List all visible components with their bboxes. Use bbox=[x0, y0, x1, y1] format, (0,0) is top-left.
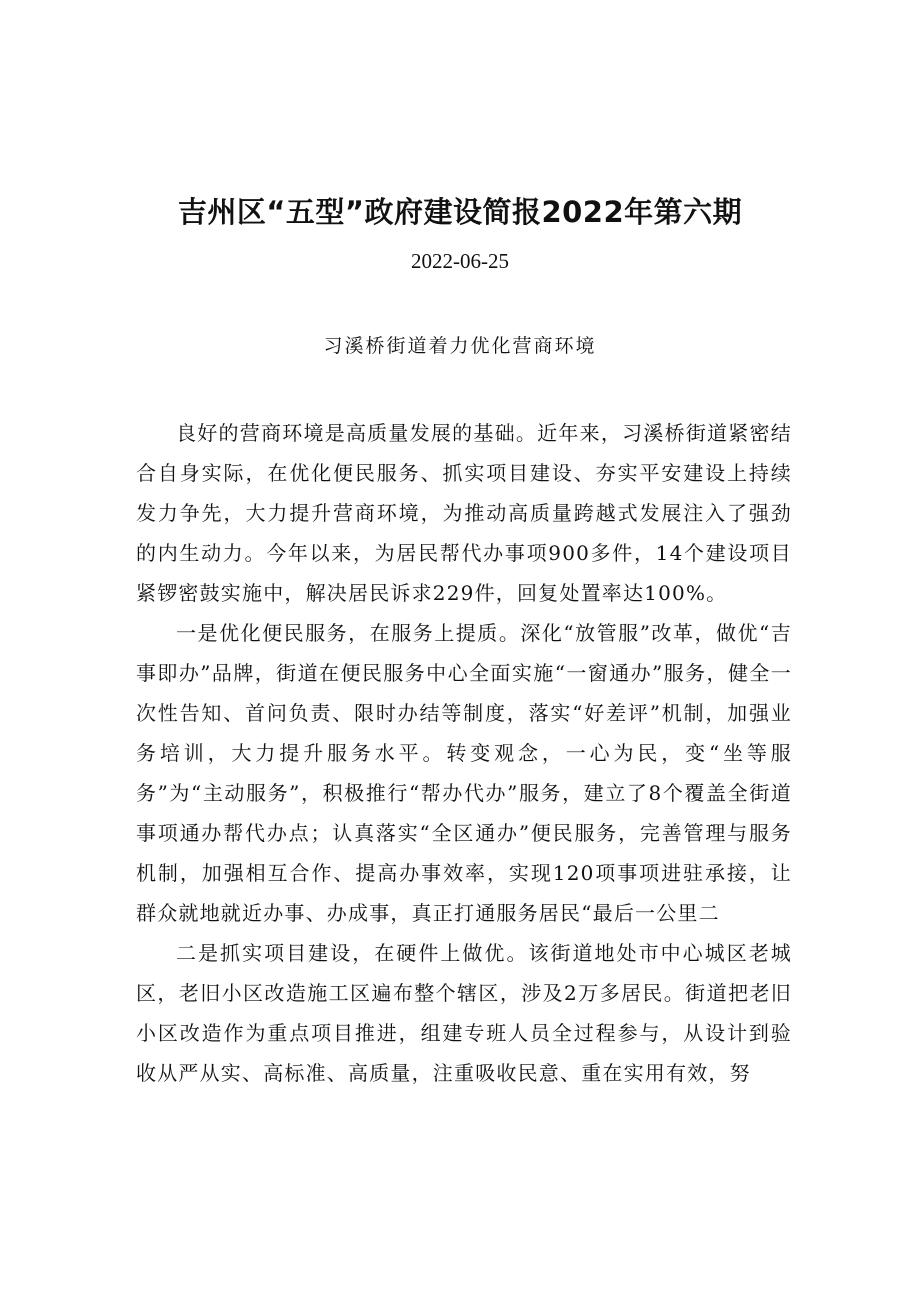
article-heading: 习溪桥街道着力优化营商环境 bbox=[323, 335, 597, 357]
paragraph: 二是抓实项目建设，在硬件上做优。该街道地处市中心城区老城区，老旧小区改造施工区遍布整个辖区，涉及2万多居民。街道把老旧小区改造作为重点项目推进，组建专班人员全过程参与，从设计到验收从严从实、高标准、高质量，注重吸收民意、重在实用有效，努 bbox=[136, 941, 792, 1085]
document-title: 吉州区“五型”政府建设简报2022年第六期 bbox=[177, 195, 743, 229]
paragraph: 一是优化便民服务，在服务上提质。深化“放管服”改革，做优“吉事即办”品牌，街道在便民服务中心全面实施“一窗通办”服务，健全一次性告知、首问负责、限时办结等制度，落实“好差评”机制，加强业务培训，大力提升服务水平。转变观念，一心为民，变“坐等服务”为“主动服务”，积极推行“帮办代办”服务，建立了8个覆盖全街道事项通办帮代办点；认真落实“全区通办”便民服务，完善管理与服务机制，加强相互合作、提高办事效率，实现120项事项进驻承接，让群众就地就近办事、办成事，真正打通服务居民“最后一公里二 bbox=[136, 621, 792, 925]
article-body bbox=[136, 413, 792, 1093]
paragraph: 良好的营商环境是高质量发展的基础。近年来，习溪桥街道紧密结合自身实际，在优化便民服务、抓实项目建设、夯实平安建设上持续发力争先，大力提升营商环境，为推动高质量跨越式发展注入了强劲的内生动力。今年以来，为居民帮代办事项900多件，14个建设项目紧锣密鼓实施中，解决居民诉求229件，回复处置率达100%。 bbox=[136, 421, 792, 605]
document-date: 2022-06-25 bbox=[411, 249, 509, 273]
